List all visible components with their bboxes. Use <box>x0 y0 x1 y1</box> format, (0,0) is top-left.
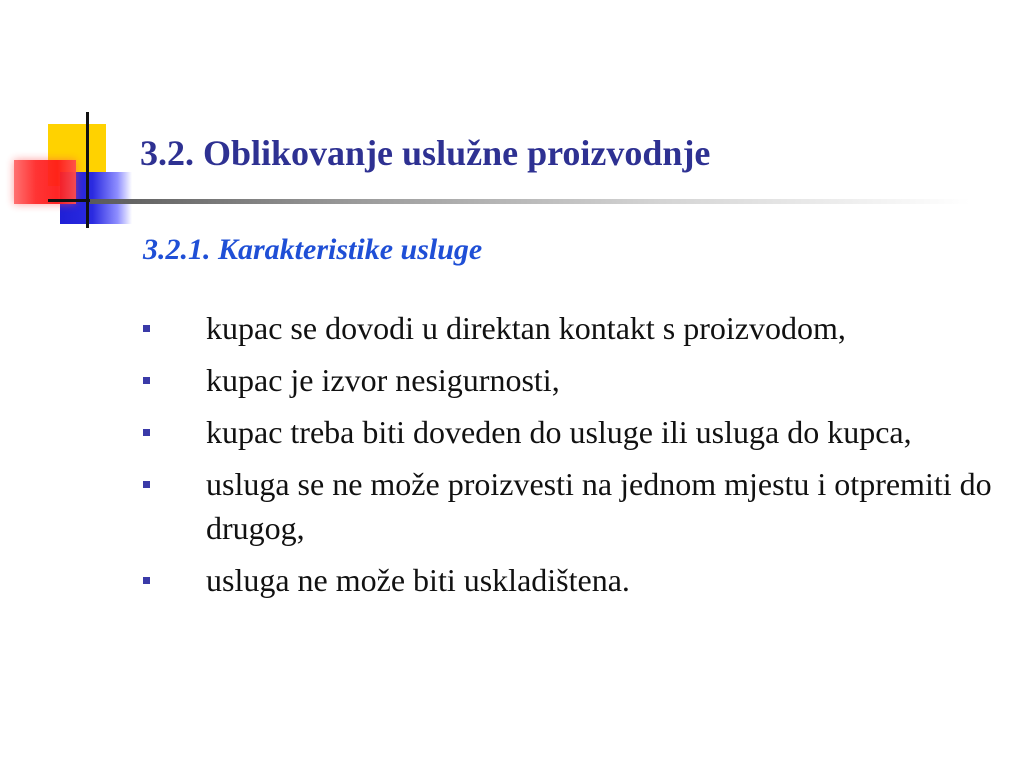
slide-subtitle: 3.2.1. Karakteristike usluge <box>143 233 483 266</box>
square-bullet-icon <box>143 325 150 332</box>
bullet-item <box>140 410 996 454</box>
logo-red-block <box>14 160 76 204</box>
logo-vertical-line <box>86 112 89 228</box>
bullet-item <box>140 462 996 550</box>
bullet-item <box>140 358 996 402</box>
square-bullet-icon <box>143 429 150 436</box>
square-bullet-icon <box>143 481 150 488</box>
bullet-text: kupac je izvor nesigurnosti, <box>206 362 560 398</box>
bullet-text: usluga ne može biti uskladištena. <box>206 562 630 598</box>
bullet-text: usluga se ne može proizvesti na jednom mjestu i otpremiti do drugog, <box>206 466 992 546</box>
bullet-list <box>140 306 1000 610</box>
square-bullet-icon <box>143 377 150 384</box>
bullet-item <box>140 558 996 602</box>
bullet-text: kupac treba biti doveden do usluge ili usluga do kupca, <box>206 414 912 450</box>
bullet-text: kupac se dovodi u direktan kontakt s proizvodom, <box>206 310 846 346</box>
bullet-item <box>140 306 996 350</box>
square-bullet-icon <box>143 577 150 584</box>
title-underline <box>90 199 970 204</box>
slide-title: 3.2. Oblikovanje uslužne proizvodnje <box>140 133 711 173</box>
